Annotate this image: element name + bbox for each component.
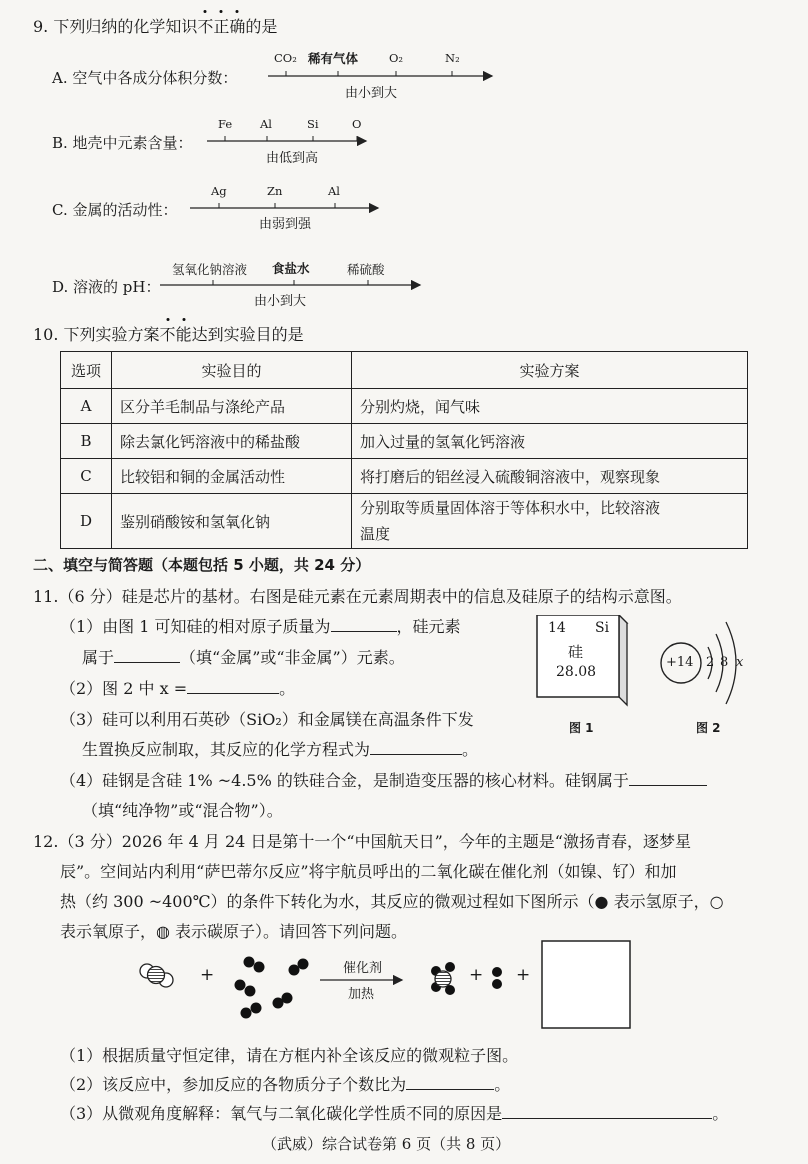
shell1-electrons: 2 [706,655,715,670]
q9-stem: 9. 下列归纳的化学知识不正确的是 [33,14,277,37]
element-number: 14 [548,620,566,636]
q11-part1-line1: （1）由图 1 可知硅的相对原子质量为 ，硅元素 [60,617,461,636]
q12-stem-line4: 表示氧原子，◍ 表示碳原子）。请回答下列问题。 [60,922,408,941]
q9-d-axis-label: 由小到大 [254,294,307,309]
q9-axes-svg [0,0,808,320]
q11-part3-line2: 生置换反应制取，其反应的化学方程式为 。 [82,740,479,759]
q11-part2: （2）图 2 中 x = 。 [60,679,296,698]
element-name: 硅 [568,643,584,661]
option-cell: A [61,389,112,424]
element-mass: 28.08 [556,664,597,680]
goal-cell: 鉴别硝酸铵和氢氧化钠 [112,494,352,549]
table-row [61,389,748,424]
q9-b-item-al: Al [260,117,272,131]
q9-option-d-label: D. 溶液的 pH： [52,278,161,296]
q11-part4-line2: （填“纯净物”或“混合物”）。 [82,801,283,820]
answer-blank[interactable] [370,754,462,755]
q9-c-item-zn: Zn [267,184,283,198]
shell2-electrons: 8 [720,655,729,670]
plan-cell-line: 温度 [360,525,391,543]
q9-a-item-o2: O₂ [389,51,404,65]
plan-cell-line: 分别取等质量固体溶于等体积水中，比较溶液 [360,499,661,517]
answer-blank[interactable] [331,631,397,632]
h2-molecule [235,980,256,997]
q12-part1: （1）根据质量守恒定律，请在方框内补全该反应的微观粒子图。 [60,1046,519,1065]
q9-a-item-noble-gas: 稀有气体 [308,51,359,66]
q9-b-item-fe: Fe [218,117,233,131]
plan-cell: 将打磨后的铝丝浸入硫酸铜溶液中，观察现象 [352,459,748,494]
option-cell: D [61,494,112,549]
q9-option-b-label: B. 地壳中元素含量： [52,134,193,152]
q9-a-item-n2: N₂ [445,51,460,65]
table-row [61,459,748,494]
q9-a-item-co2: CO₂ [274,51,297,65]
plan-cell [352,494,748,549]
ch4-molecule [431,962,455,995]
table-header-option: 选项 [61,352,112,389]
page-footer: （武威）综合试卷第 6 页（共 8 页） [262,1135,511,1153]
q9-b-item-o: O [352,117,362,131]
heat-label: 加热 [348,987,375,1002]
reaction-diagram [0,930,808,1040]
goal-cell: 除去氯化钙溶液中的稀盐酸 [112,424,352,459]
answer-blank[interactable] [629,785,707,786]
answer-blank[interactable] [114,662,180,663]
section-title: 二、填空与简答题（本题包括 5 小题，共 24 分） [33,556,371,574]
q12-part2: （2）该反应中，参加反应的各物质分子个数比为 。 [60,1075,511,1094]
q11-part3-line1: （3）硅可以利用石英砂（SiO₂）和金属镁在高温条件下发 [60,710,474,729]
q11-part1-line2: 属于 （填“金属”或“非金属”）元素。 [82,648,405,667]
shell3-electrons: x [736,655,744,670]
table-header-row [61,352,748,389]
q10-options-table [60,351,748,549]
q9-c-item-al: Al [328,184,340,198]
q12-stem-line2: 辰”。空间站内利用“萨巴蒂尔反应”将宇航员呼出的二氧化碳在催化剂（如镍、钌）和加 [60,862,677,881]
tile-side-face [619,615,627,705]
answer-blank[interactable] [187,693,279,694]
figure1-caption: 图 1 [569,721,594,735]
plus-sign: + [200,965,215,985]
answer-box[interactable] [542,941,630,1028]
h2-molecule [492,967,502,989]
h2-molecule [244,957,265,973]
figure2-caption: 图 2 [696,721,721,735]
option-cell: C [61,459,112,494]
answer-blank[interactable] [502,1118,712,1119]
q9-c-item-ag: Ag [211,184,227,198]
q9-b-item-si: Si [307,117,319,131]
table-row [61,494,748,549]
q12-stem-line1: 12.（3 分）2026 年 4 月 24 日是第十一个“中国航天日”，今年的主题是“激扬青春，逐梦星 [33,832,691,851]
q9-b-axis-label: 由低到高 [266,151,319,166]
answer-blank[interactable] [406,1089,494,1090]
plus-sign: + [516,965,531,985]
q11-part4-line1: （4）硅钢是含硅 1% ~4.5% 的铁硅合金，是制造变压器的核心材料。硅钢属于 [60,768,707,791]
co2-molecule [140,964,173,987]
h2-molecule [289,959,309,976]
q9-stem-emphasis: 不正确 [197,17,245,36]
h2-molecule [273,993,293,1009]
plan-cell: 分别灼烧，闻气味 [352,389,748,424]
plus-sign: + [469,965,484,985]
q11-stem: 11.（6 分）硅是芯片的基材。右图是硅元素在元素周期表中的信息及硅原子的结构示意图。 [33,587,682,606]
q9-c-axis-label: 由弱到强 [259,217,312,232]
option-cell: B [61,424,112,459]
q10-stem: 10. 下列实验方案不能达到实验目的是 [33,322,304,345]
element-symbol: Si [595,620,610,636]
nucleus-charge: +14 [666,655,694,670]
q9-d-item-salt-water: 食盐水 [272,261,310,276]
goal-cell: 区分羊毛制品与涤纶产品 [112,389,352,424]
plan-cell: 加入过量的氢氧化钙溶液 [352,424,748,459]
q9-d-item-h2so4: 稀硫酸 [347,262,385,277]
q10-stem-emphasis: 不能 [160,325,192,344]
catalyst-label: 催化剂 [343,961,383,976]
q12-stem-line3: 热（约 300 ~400℃）的条件下转化为水，其反应的微观过程如下图所示（● 表示氢原子，○ [60,892,724,911]
q12-part3: （3）从微观角度解释：氧气与二氧化碳化学性质不同的原因是 。 [60,1104,729,1123]
q9-a-axis-label: 由小到大 [345,86,398,101]
goal-cell: 比较铝和铜的金属活动性 [112,459,352,494]
q9-option-a-label: A. 空气中各成分体积分数： [52,69,238,87]
h2-molecule [241,1003,262,1019]
table-header-plan: 实验方案 [352,352,748,389]
table-header-goal: 实验目的 [112,352,352,389]
table-row [61,424,748,459]
q9-option-c-label: C. 金属的活动性： [52,201,178,219]
q9-d-item-naoh: 氢氧化钠溶液 [172,262,248,277]
